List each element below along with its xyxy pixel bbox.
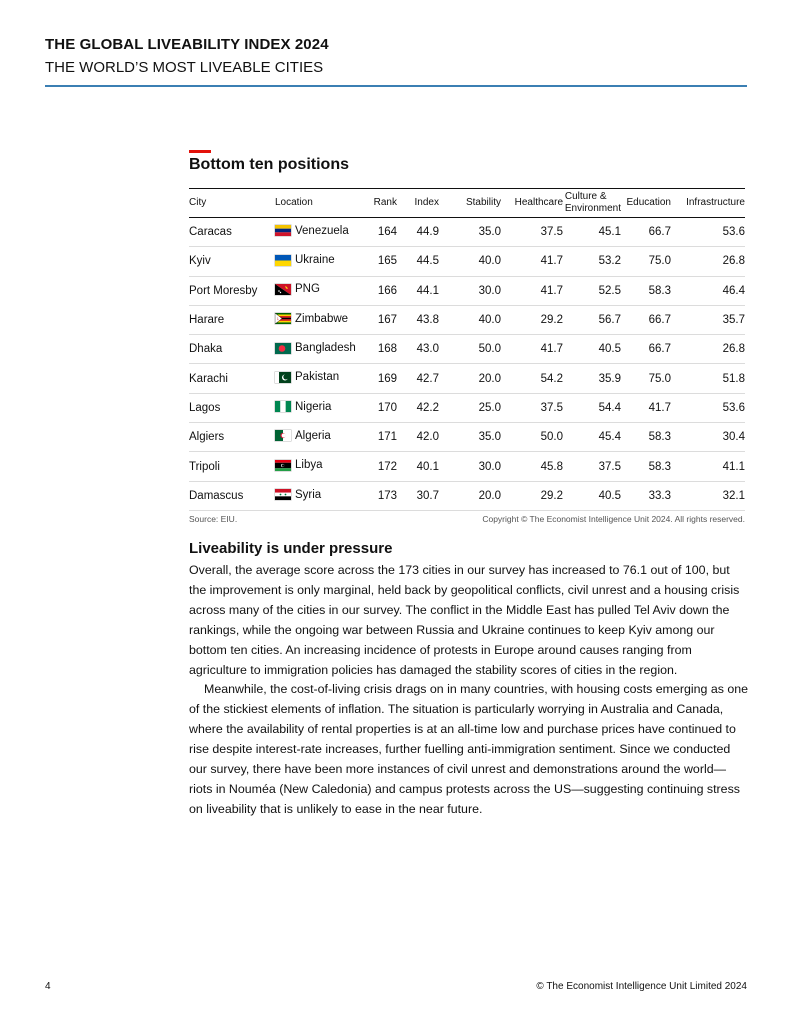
cell-index: 44.9 (397, 218, 439, 247)
cell-healthcare: 54.2 (501, 364, 563, 393)
cell-index: 42.2 (397, 393, 439, 422)
col-index: Index (397, 189, 439, 218)
table-row (189, 218, 745, 247)
cell-city: Damascus (189, 481, 275, 510)
cell-culture: 40.5 (563, 335, 621, 364)
cell-location-name: Bangladesh (295, 342, 356, 355)
cell-healthcare: 29.2 (501, 481, 563, 510)
section-accent-bar (189, 150, 211, 153)
cell-rank: 164 (369, 218, 397, 247)
report-title: THE GLOBAL LIVEABILITY INDEX 2024 (45, 36, 329, 53)
cell-location-name: Venezuela (295, 224, 349, 237)
cell-location (275, 452, 369, 481)
header-divider (45, 85, 747, 87)
cell-education: 58.3 (621, 423, 671, 452)
cell-healthcare: 37.5 (501, 218, 563, 247)
cell-education: 75.0 (621, 247, 671, 276)
cell-healthcare: 37.5 (501, 393, 563, 422)
cell-healthcare: 41.7 (501, 276, 563, 305)
table-row (189, 393, 745, 422)
report-subtitle: THE WORLD’S MOST LIVEABLE CITIES (45, 59, 324, 76)
col-education: Education (621, 189, 671, 218)
table-row (189, 423, 745, 452)
cell-healthcare: 45.8 (501, 452, 563, 481)
cell-healthcare: 41.7 (501, 247, 563, 276)
cell-location (275, 423, 369, 452)
cell-infrastructure: 26.8 (671, 335, 745, 364)
col-culture-line1: Culture & (564, 191, 607, 202)
cell-education: 66.7 (621, 305, 671, 334)
cell-rank: 172 (369, 452, 397, 481)
cell-culture: 40.5 (563, 481, 621, 510)
cell-infrastructure: 51.8 (671, 364, 745, 393)
cell-location (275, 305, 369, 334)
article-heading: Liveability is under pressure (189, 540, 393, 557)
cell-infrastructure: 41.1 (671, 452, 745, 481)
cell-city: Lagos (189, 393, 275, 422)
cell-stability: 35.0 (439, 423, 501, 452)
table-row (189, 364, 745, 393)
bangladesh-flag-icon (275, 343, 291, 354)
cell-location-name: Algeria (295, 429, 331, 442)
cell-index: 44.1 (397, 276, 439, 305)
cell-location (275, 364, 369, 393)
cell-infrastructure: 32.1 (671, 481, 745, 510)
cell-rank: 167 (369, 305, 397, 334)
cell-location-name: Nigeria (295, 400, 332, 413)
cell-healthcare: 29.2 (501, 305, 563, 334)
cell-index: 43.8 (397, 305, 439, 334)
cell-location-name: Libya (295, 459, 323, 472)
cell-location (275, 276, 369, 305)
col-location: Location (275, 189, 369, 218)
syria-flag-icon (275, 489, 291, 500)
cell-rank: 166 (369, 276, 397, 305)
cell-index: 44.5 (397, 247, 439, 276)
cell-location-name: PNG (295, 283, 320, 296)
cell-stability: 20.0 (439, 364, 501, 393)
cell-infrastructure: 46.4 (671, 276, 745, 305)
cell-location (275, 481, 369, 510)
cell-education: 75.0 (621, 364, 671, 393)
table-source: Source: EIU. (189, 514, 238, 524)
cell-education: 58.3 (621, 276, 671, 305)
cell-city: Harare (189, 305, 275, 334)
cell-culture: 35.9 (563, 364, 621, 393)
cell-stability: 30.0 (439, 452, 501, 481)
cell-location-name: Pakistan (295, 371, 340, 384)
venezuela-flag-icon (275, 225, 291, 236)
cell-rank: 170 (369, 393, 397, 422)
nigeria-flag-icon (275, 401, 291, 412)
cell-location-name: Syria (295, 488, 322, 501)
article-paragraph-1: Overall, the average score across the 173 cities in our survey has increased to 76.1 out of 100, but the improvement is only marginal, held back by geopolitical conflicts, civil unrest and a housing crisis across many of the cities in our survey. The conflict in the Middle East has pulled Tel Aviv down the rankings, while the ongoing war between Russia and Ukraine continues to keep Kyiv among our bottom ten cities. An increasing incidence of protests in Europe around causes ranging from agriculture to immigration policies has damaged the stability scores of cities in the region. (189, 563, 740, 677)
bottom-ten-table (189, 189, 745, 511)
article-paragraph-2: Meanwhile, the cost-of-living crisis drags on in many countries, with housing costs emerging as one of the stickiest elements of inflation. The situation is particularly worrying in Australia and Canada, where the availability of rental properties is at an all-time low and purchase prices have continued to rise despite interest-rate increases, further fuelling anti-immigration sentiment. Since we conducted our survey, there have been more instances of civil unrest and demonstrations around the world—riots in Nouméa (New Caledonia) and campus protests across the US—suggesting continuing stress on liveability that is unlikely to ease in the near future. (189, 682, 749, 816)
article-body (189, 561, 749, 820)
cell-stability: 20.0 (439, 481, 501, 510)
col-rank: Rank (369, 189, 397, 218)
cell-culture: 45.4 (563, 423, 621, 452)
cell-stability: 25.0 (439, 393, 501, 422)
cell-infrastructure: 30.4 (671, 423, 745, 452)
cell-stability: 40.0 (439, 305, 501, 334)
cell-stability: 35.0 (439, 218, 501, 247)
cell-index: 30.7 (397, 481, 439, 510)
cell-culture: 37.5 (563, 452, 621, 481)
col-healthcare: Healthcare (501, 189, 563, 218)
cell-healthcare: 41.7 (501, 335, 563, 364)
table-row (189, 305, 745, 334)
cell-city: Caracas (189, 218, 275, 247)
cell-rank: 168 (369, 335, 397, 364)
col-city: City (189, 189, 275, 218)
col-culture-environment (563, 189, 621, 218)
table-header-row (189, 189, 745, 218)
algeria-flag-icon (275, 430, 291, 441)
footer-copyright: © The Economist Intelligence Unit Limited 2024 (536, 981, 747, 992)
cell-infrastructure: 26.8 (671, 247, 745, 276)
png-flag-icon (275, 284, 291, 295)
cell-city: Karachi (189, 364, 275, 393)
cell-education: 66.7 (621, 218, 671, 247)
section-title: Bottom ten positions (189, 156, 349, 173)
cell-index: 42.7 (397, 364, 439, 393)
col-culture-line2: Environment (564, 203, 621, 214)
cell-stability: 30.0 (439, 276, 501, 305)
cell-city: Algiers (189, 423, 275, 452)
table-row (189, 276, 745, 305)
cell-healthcare: 50.0 (501, 423, 563, 452)
cell-index: 43.0 (397, 335, 439, 364)
cell-location (275, 335, 369, 364)
col-stability: Stability (439, 189, 501, 218)
cell-education: 41.7 (621, 393, 671, 422)
cell-stability: 50.0 (439, 335, 501, 364)
cell-infrastructure: 53.6 (671, 218, 745, 247)
table-copyright: Copyright © The Economist Intelligence Unit 2024. All rights reserved. (482, 514, 745, 524)
cell-education: 58.3 (621, 452, 671, 481)
table-row (189, 481, 745, 510)
cell-city: Kyiv (189, 247, 275, 276)
cell-city: Dhaka (189, 335, 275, 364)
cell-culture: 54.4 (563, 393, 621, 422)
col-infrastructure: Infrastructure (671, 189, 745, 218)
cell-rank: 169 (369, 364, 397, 393)
cell-infrastructure: 35.7 (671, 305, 745, 334)
cell-location-name: Ukraine (295, 254, 335, 267)
cell-rank: 165 (369, 247, 397, 276)
cell-city: Port Moresby (189, 276, 275, 305)
ukraine-flag-icon (275, 255, 291, 266)
zimbabwe-flag-icon (275, 313, 291, 324)
cell-education: 33.3 (621, 481, 671, 510)
page-number: 4 (45, 981, 51, 992)
cell-location-name: Zimbabwe (295, 312, 349, 325)
cell-location (275, 393, 369, 422)
cell-education: 66.7 (621, 335, 671, 364)
cell-index: 40.1 (397, 452, 439, 481)
cell-rank: 171 (369, 423, 397, 452)
table-row (189, 335, 745, 364)
cell-rank: 173 (369, 481, 397, 510)
table-row (189, 247, 745, 276)
pakistan-flag-icon (275, 372, 291, 383)
cell-index: 42.0 (397, 423, 439, 452)
cell-culture: 45.1 (563, 218, 621, 247)
cell-culture: 53.2 (563, 247, 621, 276)
cell-infrastructure: 53.6 (671, 393, 745, 422)
table-row (189, 452, 745, 481)
cell-city: Tripoli (189, 452, 275, 481)
libya-flag-icon (275, 460, 291, 471)
cell-location (275, 247, 369, 276)
cell-culture: 56.7 (563, 305, 621, 334)
cell-culture: 52.5 (563, 276, 621, 305)
cell-stability: 40.0 (439, 247, 501, 276)
cell-location (275, 218, 369, 247)
